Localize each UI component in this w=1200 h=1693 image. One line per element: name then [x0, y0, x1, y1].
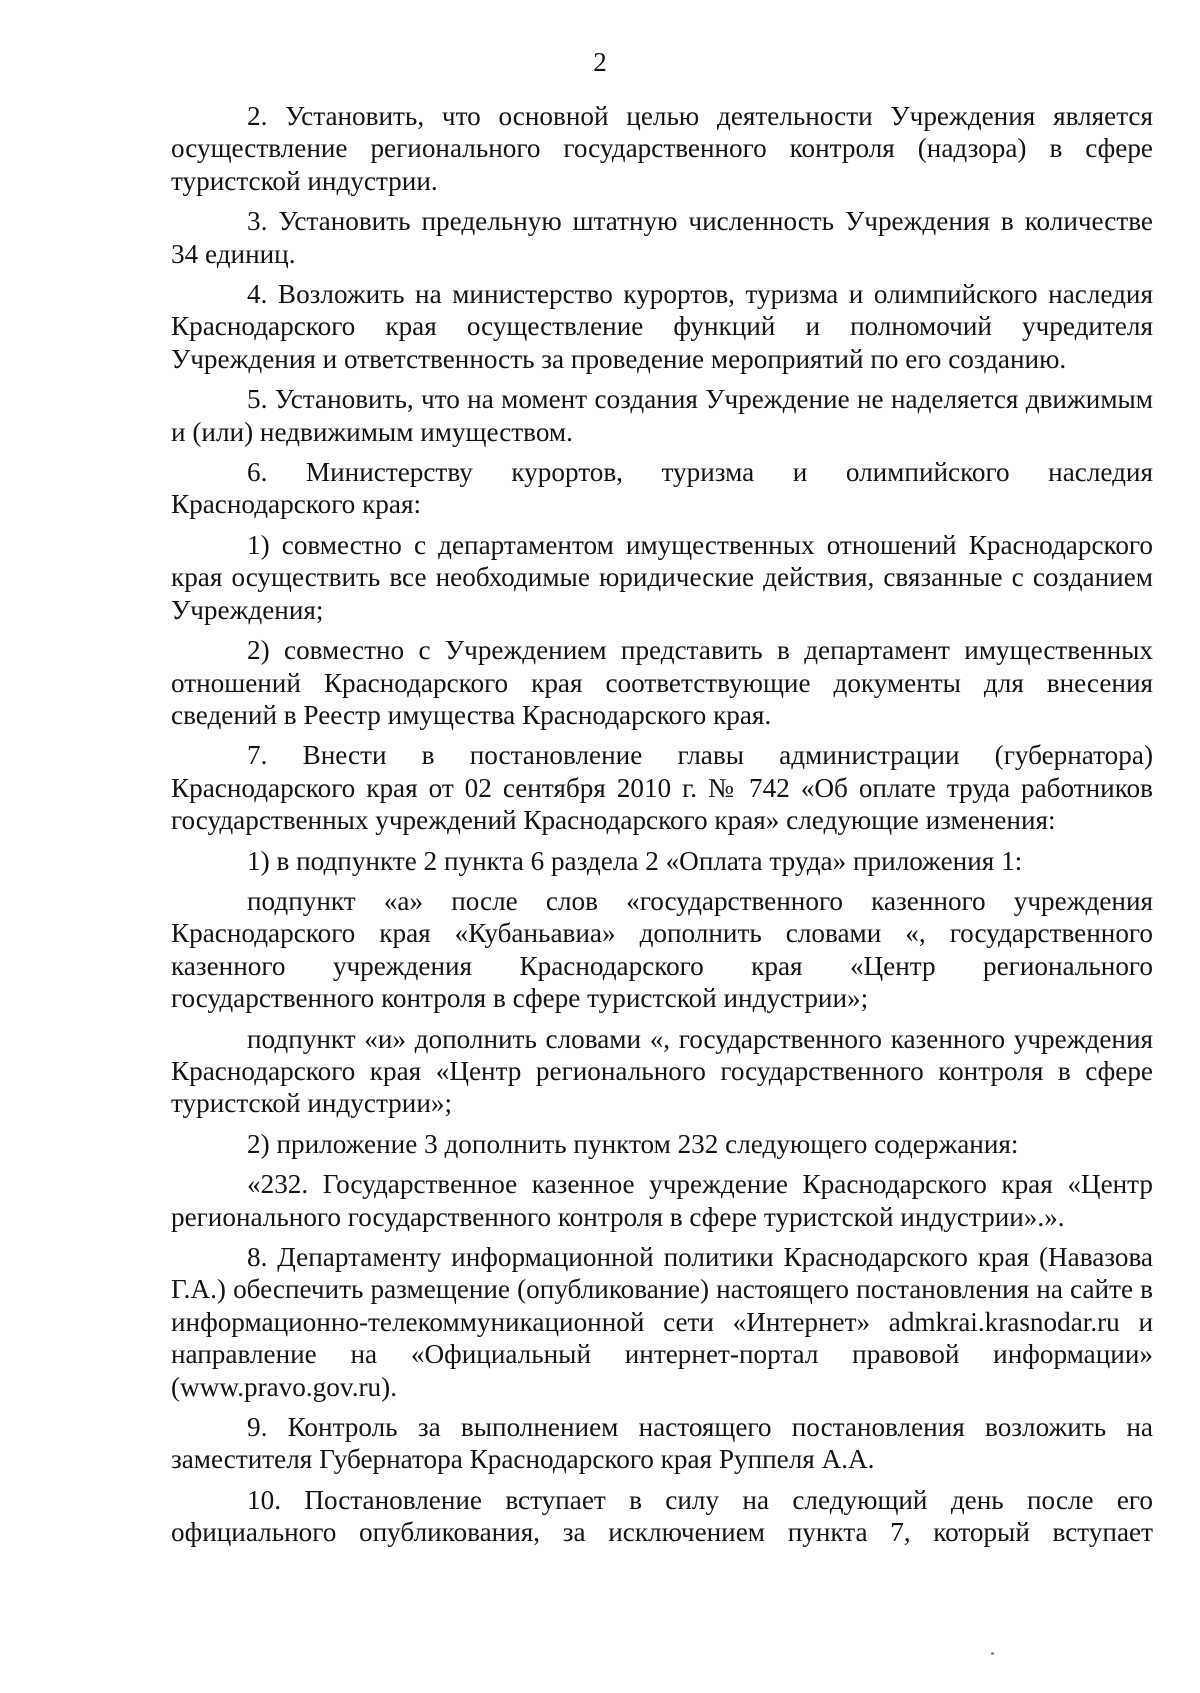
paragraph-item-4: 4. Возложить на министерство курортов, туризма и олимпийского наследия Краснодарского края осуществление функций и полномочий учредителя Учреждения и ответственность за проведение мероприятий по его созданию. [171, 279, 1153, 374]
paragraph-item-2: 2. Установить, что основной целью деятельности Учреждения является осуществление регионального государственного контроля (надзора) в сфере туристской индустрии. [171, 101, 1153, 196]
paragraph-item-232: «232. Государственное казенное учреждение Краснодарского края «Центр регионального государственного контроля в сфере туристской индустрии».». [171, 1169, 1153, 1232]
paragraph-item-6-1: 1) совместно с департаментом имущественных отношений Краснодарского края осуществить все необходимые юридические действия, связанные с созданием Учреждения; [171, 529, 1153, 625]
paragraph-item-8: 8. Департаменту информационной политики Краснодарского края (Навазова Г.А.) обеспечить размещение (опубликование) настоящего постановления на сайте в информационно-телекоммуникационной сети «Интернет» admkrai.krasnodar.ru и направление на «Официальный интернет-портал правовой информации» (www.pravo.gov.ru). [171, 1242, 1153, 1402]
paragraph-item-5: 5. Установить, что на момент создания Учреждение не наделяется движимым и (или) недвижимым имуществом. [171, 384, 1153, 447]
paragraph-item-7: 7. Внести в постановление главы администрации (губернатора) Краснодарского края от 02 сентября 2010 г. № 742 «Об оплате труда работников государственных учреждений Краснодарского края» следующие изменения: [171, 740, 1153, 836]
scan-speck [991, 1652, 994, 1655]
paragraph-item-6-2: 2) совместно с Учреждением представить в департамент имущественных отношений Краснодарского края соответствующие документы для внесения сведений в Реестр имущества Краснодарского края. [171, 635, 1153, 730]
paragraph-item-6: 6. Министерству курортов, туризма и олимпийского наследия Краснодарского края: [171, 457, 1153, 520]
paragraph-subitem-a: подпункт «а» после слов «государственного казенного учреждения Краснодарского края «Кубаньавиа» дополнить словами «, государственного казенного учреждения Краснодарского края «Центр регионального государственного контроля в сфере туристской индустрии»; [171, 885, 1153, 1014]
paragraph-item-10: 10. Постановление вступает в силу на следующий день после его официального опубликования, за исключением пункта 7, который вступает [171, 1484, 1153, 1548]
paragraph-item-7-2: 2) приложение 3 дополнить пунктом 232 следующего содержания: [247, 1128, 1019, 1159]
paragraph-item-7-1: 1) в подпункте 2 пункта 6 раздела 2 «Оплата труда» приложения 1: [247, 845, 1023, 876]
document-body [171, 100, 1153, 1549]
paragraph-item-9: 9. Контроль за выполнением настоящего постановления возложить на заместителя Губернатора Краснодарского края Руппеля А.А. [171, 1412, 1153, 1475]
paragraph-subitem-i: подпункт «и» дополнить словами «, государственного казенного учреждения Краснодарского края «Центр регионального государственного контроля в сфере туристской индустрии»; [171, 1023, 1153, 1119]
paragraph-item-3: 3. Установить предельную штатную численность Учреждения в количестве 34 единиц. [171, 206, 1153, 269]
page-number: 2 [593, 47, 607, 77]
